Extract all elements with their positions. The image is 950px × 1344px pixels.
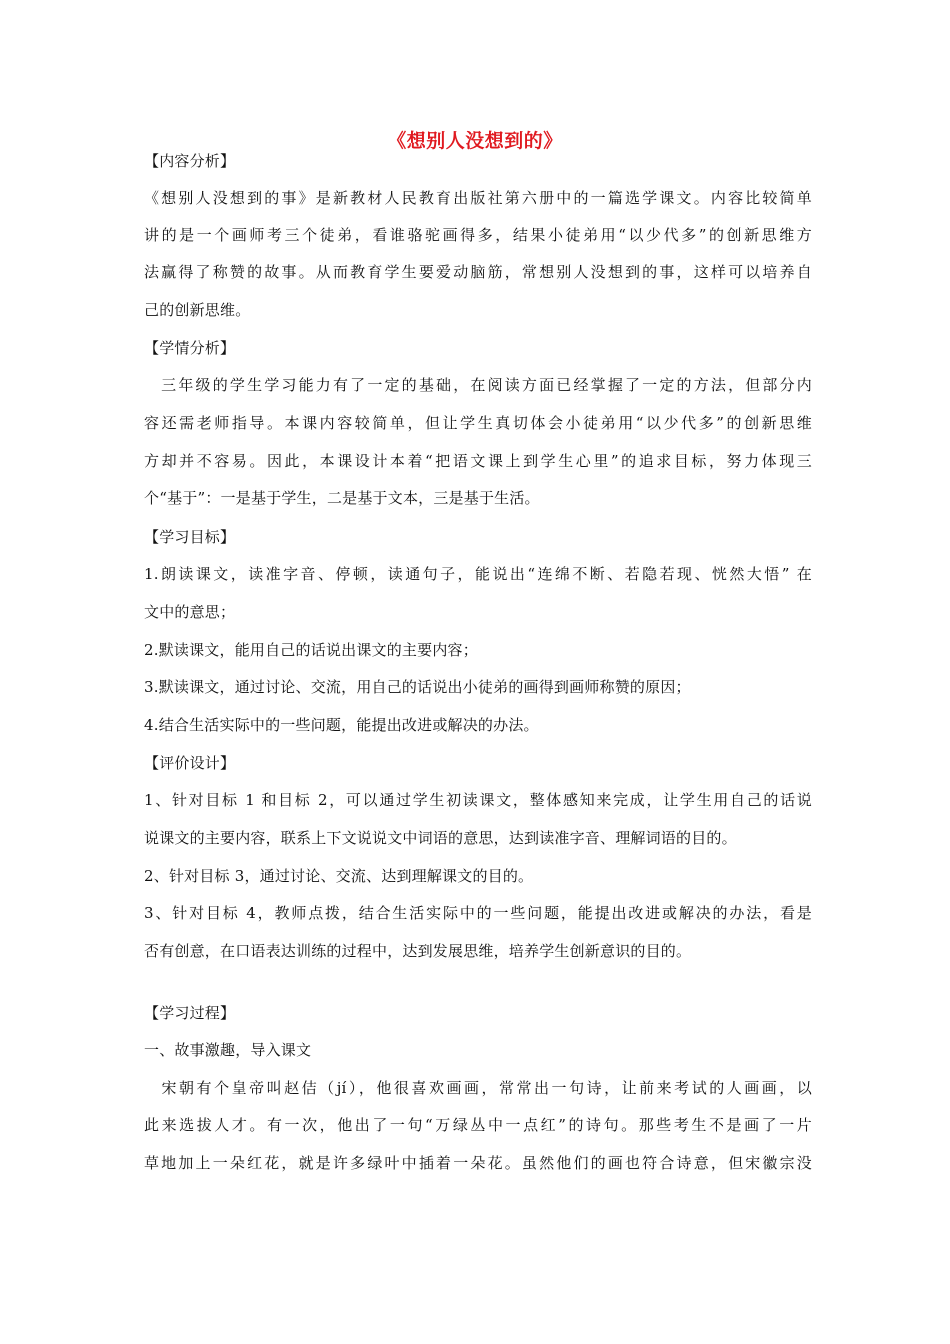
paragraph-line: 法赢得了称赞的故事。从而教育学生要爱动脑筋，常想别人没想到的事，这样可以培养自 bbox=[144, 263, 812, 281]
section-heading-learning-process: 【学习过程】 bbox=[144, 1004, 236, 1022]
paragraph-line: 方却并不容易。因此，本课设计本着“把语文课上到学生心里”的追求目标，努力体现三 bbox=[144, 452, 812, 470]
paragraph-line: 个“基于”：一是基于学生，二是基于文本，三是基于生活。 bbox=[144, 489, 540, 507]
section-heading-learner-analysis: 【学情分析】 bbox=[144, 339, 236, 357]
paragraph-line: 己的创新思维。 bbox=[144, 301, 251, 319]
evaluation-item-3-continued: 否有创意，在口语表达训练的过程中，达到发展思维，培养学生创新意识的目的。 bbox=[144, 942, 692, 960]
section-heading-content-analysis: 【内容分析】 bbox=[144, 152, 236, 170]
goal-item-3: 3.默读课文，通过讨论、交流，用自己的话说出小徒弟的画得到画师称赞的原因； bbox=[144, 678, 691, 696]
paragraph-line: 《想别人没想到的事》是新教材人民教育出版社第六册中的一篇选学课文。内容比较简单 bbox=[144, 189, 812, 207]
paragraph-line: 此来选拔人才。有一次，他出了一句“万绿丛中一点红”的诗句。那些考生不是画了一片 bbox=[144, 1116, 812, 1134]
evaluation-item-1: 1、针对目标 1 和目标 2，可以通过学生初读课文，整体感知来完成，让学生用自己的话说 bbox=[144, 791, 812, 809]
goal-item-4: 4.结合生活实际中的一些问题，能提出改进或解决的办法。 bbox=[144, 716, 539, 734]
paragraph-line: 宋朝有个皇帝叫赵佶（jí），他很喜欢画画，常常出一句诗，让前来考试的人画画，以 bbox=[144, 1079, 812, 1097]
paragraph-line: 三年级的学生学习能力有了一定的基础，在阅读方面已经掌握了一定的方法，但部分内 bbox=[144, 376, 812, 394]
goal-item-1: 1.朗读课文，读准字音、停顿，读通句子，能说出“连绵不断、若隐若现、恍然大悟” 在 bbox=[144, 565, 812, 583]
evaluation-item-1-continued: 说课文的主要内容，联系上下文说说文中词语的意思，达到读准字音、理解词语的目的。 bbox=[144, 829, 737, 847]
section-heading-evaluation-design: 【评价设计】 bbox=[144, 754, 236, 772]
subheading-story-intro: 一、故事激趣，导入课文 bbox=[144, 1041, 312, 1059]
goal-item-1-continued: 文中的意思； bbox=[144, 603, 236, 621]
section-heading-learning-goals: 【学习目标】 bbox=[144, 528, 236, 546]
document-title: 《想别人没想到的》 bbox=[387, 130, 563, 152]
paragraph-line: 讲的是一个画师考三个徒弟，看谁骆驼画得多，结果小徒弟用“以少代多”的创新思维方 bbox=[144, 226, 812, 244]
evaluation-item-2: 2、针对目标 3，通过讨论、交流、达到理解课文的目的。 bbox=[144, 867, 534, 885]
paragraph-line: 草地加上一朵红花，就是许多绿叶中插着一朵花。虽然他们的画也符合诗意，但宋徽宗没 bbox=[144, 1154, 812, 1172]
paragraph-line: 容还需老师指导。本课内容较简单，但让学生真切体会小徒弟用“以少代多”的创新思维 bbox=[144, 414, 812, 432]
goal-item-2: 2.默读课文，能用自己的话说出课文的主要内容； bbox=[144, 641, 478, 659]
evaluation-item-3: 3、针对目标 4，教师点拨，结合生活实际中的一些问题，能提出改进或解决的办法，看是 bbox=[144, 904, 812, 922]
